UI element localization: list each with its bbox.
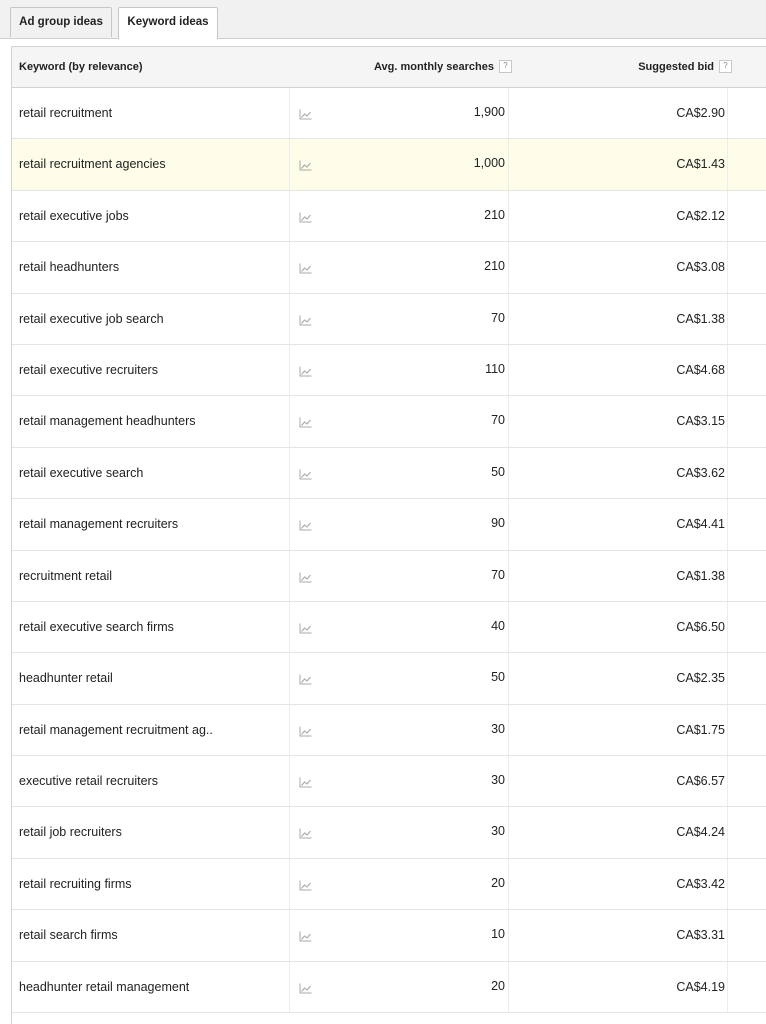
suggested-bid-cell: CA$6.50 [676,619,725,634]
avg-monthly-searches-cell: 40 [491,618,505,633]
column-divider [289,859,290,909]
column-divider [727,910,728,960]
table-row[interactable] [12,653,766,704]
keyword-cell[interactable]: retail executive recruiters [19,362,158,377]
keyword-cell[interactable]: retail recruiting firms [19,876,132,891]
table-row[interactable] [12,294,766,345]
column-divider [727,756,728,806]
column-header-suggested-bid[interactable] [638,47,732,87]
trend-chart-icon[interactable] [299,518,312,529]
column-divider [727,242,728,292]
column-divider [727,499,728,549]
avg-monthly-searches-cell: 70 [491,567,505,582]
column-divider [727,653,728,703]
column-divider [289,242,290,292]
avg-monthly-searches-cell: 210 [484,259,505,274]
keyword-cell[interactable]: retail management recruiters [19,517,179,532]
column-divider [508,242,509,292]
table-row[interactable] [12,139,766,190]
table-row[interactable] [12,756,766,807]
column-divider [727,807,728,857]
column-divider [289,551,290,601]
column-divider [289,962,290,1012]
trend-chart-icon[interactable] [299,210,312,221]
column-divider [289,448,290,498]
column-divider [289,139,290,189]
suggested-bid-cell: CA$6.57 [676,774,725,789]
column-divider [727,396,728,446]
tab-keyword-ideas[interactable]: Keyword ideas [118,7,218,39]
suggested-bid-cell: CA$1.43 [676,157,725,172]
trend-chart-icon[interactable] [299,775,312,786]
column-divider [727,602,728,652]
column-divider [289,705,290,755]
column-divider [727,962,728,1012]
keyword-cell[interactable]: retail job recruiters [19,825,122,840]
column-divider [289,345,290,395]
suggested-bid-cell: CA$1.75 [676,722,725,737]
suggested-bid-cell: CA$2.12 [676,208,725,223]
column-divider [508,807,509,857]
column-divider [508,962,509,1012]
trend-chart-icon[interactable] [299,261,312,272]
column-divider [727,551,728,601]
column-divider [508,191,509,241]
keyword-cell[interactable]: retail executive search [19,465,144,480]
column-divider [727,705,728,755]
trend-chart-icon[interactable] [299,107,312,118]
trend-chart-icon[interactable] [299,929,312,940]
column-header-keyword[interactable]: Keyword (by relevance) [19,61,143,73]
table-row[interactable] [12,448,766,499]
column-divider [508,910,509,960]
suggested-bid-cell: CA$3.08 [676,260,725,275]
column-divider [508,859,509,909]
keyword-cell[interactable]: headhunter retail [19,671,113,686]
keyword-ideas-table [11,46,766,1024]
help-icon[interactable]: ? [499,60,512,73]
avg-monthly-searches-cell: 30 [491,773,505,788]
trend-chart-icon[interactable] [299,621,312,632]
table-row[interactable] [12,242,766,293]
suggested-bid-cell: CA$3.42 [676,876,725,891]
column-divider [727,859,728,909]
suggested-bid-cell: CA$4.19 [676,979,725,994]
column-divider [727,294,728,344]
column-divider [727,448,728,498]
column-divider [727,345,728,395]
table-row[interactable] [12,191,766,242]
avg-monthly-searches-cell: 210 [484,207,505,222]
column-header-bid-label: Suggested bid [638,61,714,73]
column-divider [289,756,290,806]
keyword-cell[interactable]: retail recruitment [19,106,113,120]
column-divider [289,499,290,549]
column-divider [727,139,728,189]
keyword-cell[interactable]: headhunter retail management [19,979,190,994]
suggested-bid-cell: CA$4.24 [676,825,725,840]
column-divider [289,910,290,960]
table-row[interactable] [12,962,766,1013]
table-row[interactable] [12,499,766,550]
avg-monthly-searches-cell: 1,900 [473,105,505,119]
column-divider [727,191,728,241]
keyword-cell[interactable]: retail executive jobs [19,208,129,223]
keyword-cell[interactable]: retail search firms [19,928,118,943]
column-divider [508,756,509,806]
avg-monthly-searches-cell: 10 [491,927,505,942]
column-divider [508,139,509,189]
table-row[interactable] [12,602,766,653]
keyword-cell[interactable]: recruitment retail [19,568,113,583]
suggested-bid-cell: CA$4.41 [676,517,725,532]
trend-chart-icon[interactable] [299,364,312,375]
tab-ad-group-ideas[interactable]: Ad group ideas [10,7,112,37]
suggested-bid-cell: CA$3.15 [676,414,725,429]
keyword-cell[interactable]: executive retail recruiters [19,774,158,789]
column-divider [508,602,509,652]
suggested-bid-cell: CA$1.38 [676,311,725,326]
table-row[interactable] [12,396,766,447]
trend-chart-icon[interactable] [299,826,312,837]
column-divider [289,88,290,138]
table-row[interactable] [12,551,766,602]
avg-monthly-searches-cell: 90 [491,516,505,531]
column-divider [508,396,509,446]
trend-chart-icon[interactable] [299,981,312,992]
column-divider [289,396,290,446]
column-divider [289,807,290,857]
column-divider [508,653,509,703]
trend-chart-icon[interactable] [299,570,312,581]
column-divider [508,448,509,498]
column-divider [508,345,509,395]
table-row[interactable] [12,807,766,858]
keyword-cell[interactable]: retail management headhunters [19,414,196,429]
column-divider [508,705,509,755]
table-header [12,47,766,88]
avg-monthly-searches-cell: 20 [491,978,505,993]
column-divider [508,499,509,549]
trend-chart-icon[interactable] [299,158,312,169]
avg-monthly-searches-cell: 50 [491,464,505,479]
suggested-bid-cell: CA$4.68 [676,362,725,377]
column-header-avg-label: Avg. monthly searches [373,61,494,73]
trend-chart-icon[interactable] [299,672,312,683]
keyword-cell[interactable]: retail executive job search [19,311,164,326]
avg-monthly-searches-cell: 70 [491,413,505,428]
table-row[interactable] [12,859,766,910]
column-divider [289,294,290,344]
avg-monthly-searches-cell: 70 [491,310,505,325]
tab-bar [0,0,766,39]
avg-monthly-searches-cell: 50 [491,670,505,685]
avg-monthly-searches-cell: 110 [485,361,505,376]
column-divider [508,88,509,138]
trend-chart-icon[interactable] [299,878,312,889]
suggested-bid-cell: CA$3.31 [676,928,725,943]
column-header-avg-monthly-searches[interactable] [374,47,512,87]
table-row[interactable] [12,88,766,139]
table-row[interactable] [12,345,766,396]
suggested-bid-cell: CA$2.35 [676,671,725,686]
keyword-cell[interactable]: retail headhunters [19,260,120,275]
column-divider [289,191,290,241]
avg-monthly-searches-cell: 20 [491,875,505,890]
keyword-cell[interactable]: retail management recruitment ag.. [19,722,213,737]
column-divider [508,551,509,601]
trend-chart-icon[interactable] [299,724,312,735]
column-divider [727,88,728,138]
keyword-cell[interactable]: retail executive search firms [19,619,174,634]
avg-monthly-searches-cell: 30 [491,721,505,736]
trend-chart-icon[interactable] [299,313,312,324]
trend-chart-icon[interactable] [299,467,312,478]
column-divider [289,653,290,703]
table-row[interactable] [12,705,766,756]
suggested-bid-cell: CA$2.90 [676,106,725,120]
help-icon[interactable]: ? [719,60,732,73]
keyword-cell[interactable]: retail recruitment agencies [19,157,166,172]
column-divider [508,294,509,344]
table-body [12,88,766,1013]
table-row[interactable] [12,910,766,961]
trend-chart-icon[interactable] [299,415,312,426]
column-divider [289,602,290,652]
suggested-bid-cell: CA$1.38 [676,568,725,583]
avg-monthly-searches-cell: 1,000 [473,156,505,171]
suggested-bid-cell: CA$3.62 [676,465,725,480]
avg-monthly-searches-cell: 30 [491,824,505,839]
